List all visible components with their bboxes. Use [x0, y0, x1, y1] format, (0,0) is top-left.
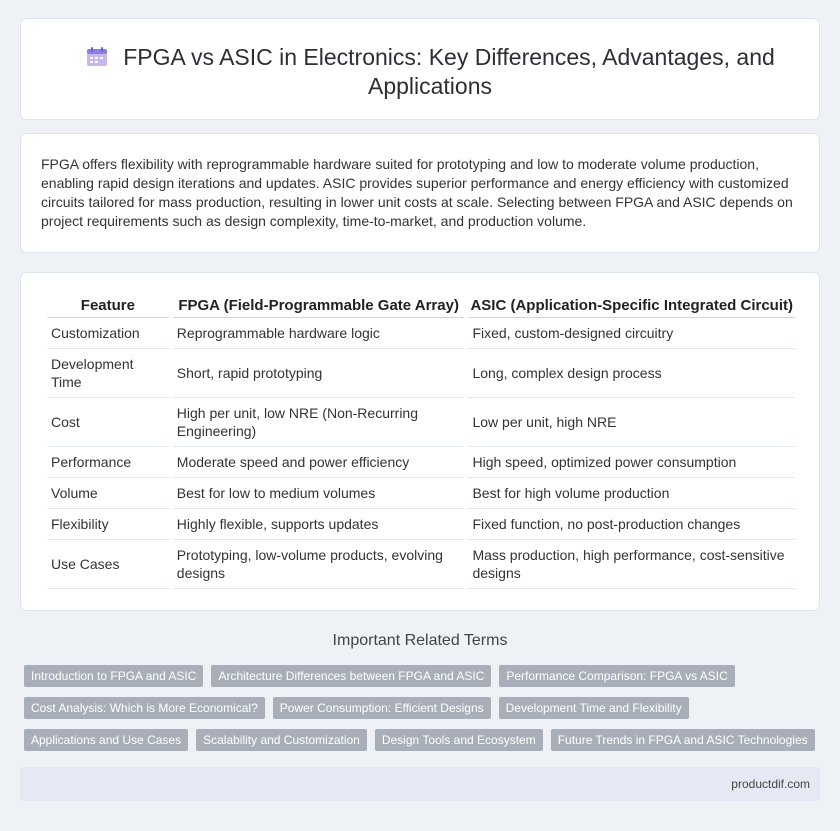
intro-paragraph: FPGA offers flexibility with reprogrammable hardware suited for prototyping and low to moderate volume production, enabling rapid design iterations and updates. ASIC provides superior performance and energy efficiency with customized circuits tailored for mass production, resulting in lower unit costs at scale. Selecting between FPGA and ASIC depends on project requirements such as design complexity, time-to-market, and production volume. [41, 156, 793, 229]
related-term-link[interactable]: Power Consumption: Efficient Designs [273, 697, 491, 719]
header-feature: Feature [47, 291, 169, 318]
table-cell: Moderate speed and power efficiency [173, 447, 465, 478]
intro-card [20, 133, 820, 253]
table-row [47, 540, 795, 589]
footer [20, 767, 820, 801]
related-term-link[interactable]: Introduction to FPGA and ASIC [24, 665, 203, 687]
table-cell: Fixed function, no post-production changes [468, 509, 795, 540]
calendar-icon [85, 46, 109, 68]
comparison-table [43, 291, 799, 589]
related-term-link[interactable]: Cost Analysis: Which is More Economical? [24, 697, 265, 719]
table-cell: Prototyping, low-volume products, evolving designs [173, 540, 465, 589]
related-term-link[interactable]: Architecture Differences between FPGA and ASIC [211, 665, 491, 687]
table-cell: Performance [47, 447, 169, 478]
tag-row [24, 729, 814, 751]
table-cell: Use Cases [47, 540, 169, 589]
related-terms-list [24, 665, 814, 761]
table-row [47, 447, 795, 478]
header-fpga: FPGA (Field-Programmable Gate Array) [173, 291, 465, 318]
page-title: FPGA vs ASIC in Electronics: Key Differences, Advantages, and Applications [123, 44, 775, 99]
table-cell: High per unit, low NRE (Non-Recurring Engineering) [173, 398, 465, 447]
related-term-link[interactable]: Scalability and Customization [196, 729, 367, 751]
table-row [47, 398, 795, 447]
table-cell: Mass production, high performance, cost-sensitive designs [468, 540, 795, 589]
table-cell: Volume [47, 478, 169, 509]
table-cell: Reprogrammable hardware logic [173, 318, 465, 349]
table-cell: Fixed, custom-designed circuitry [468, 318, 795, 349]
related-term-link[interactable]: Applications and Use Cases [24, 729, 188, 751]
header-asic: ASIC (Application-Specific Integrated Circuit) [468, 291, 795, 318]
table-cell: Customization [47, 318, 169, 349]
comparison-table-card [20, 272, 820, 611]
table-cell: Cost [47, 398, 169, 447]
table-cell: Short, rapid prototyping [173, 349, 465, 398]
header-card [20, 18, 820, 120]
table-cell: Low per unit, high NRE [468, 398, 795, 447]
table-cell: Best for low to medium volumes [173, 478, 465, 509]
table-cell: Long, complex design process [468, 349, 795, 398]
table-row [47, 318, 795, 349]
table-cell: Best for high volume production [468, 478, 795, 509]
table-header-row [47, 291, 795, 318]
related-term-link[interactable]: Performance Comparison: FPGA vs ASIC [499, 665, 734, 687]
tag-row [24, 665, 814, 687]
footer-site-link[interactable]: productdif.com [731, 777, 810, 791]
table-cell: Development Time [47, 349, 169, 398]
related-term-link[interactable]: Development Time and Flexibility [499, 697, 689, 719]
tag-row [24, 697, 814, 719]
related-term-link[interactable]: Design Tools and Ecosystem [375, 729, 543, 751]
related-term-link[interactable]: Future Trends in FPGA and ASIC Technologies [551, 729, 815, 751]
table-row [47, 509, 795, 540]
table-row [47, 478, 795, 509]
title-wrap [81, 43, 779, 101]
table-cell: High speed, optimized power consumption [468, 447, 795, 478]
table-row [47, 349, 795, 398]
table-cell: Flexibility [47, 509, 169, 540]
table-cell: Highly flexible, supports updates [173, 509, 465, 540]
related-terms-title: Important Related Terms [332, 632, 508, 649]
